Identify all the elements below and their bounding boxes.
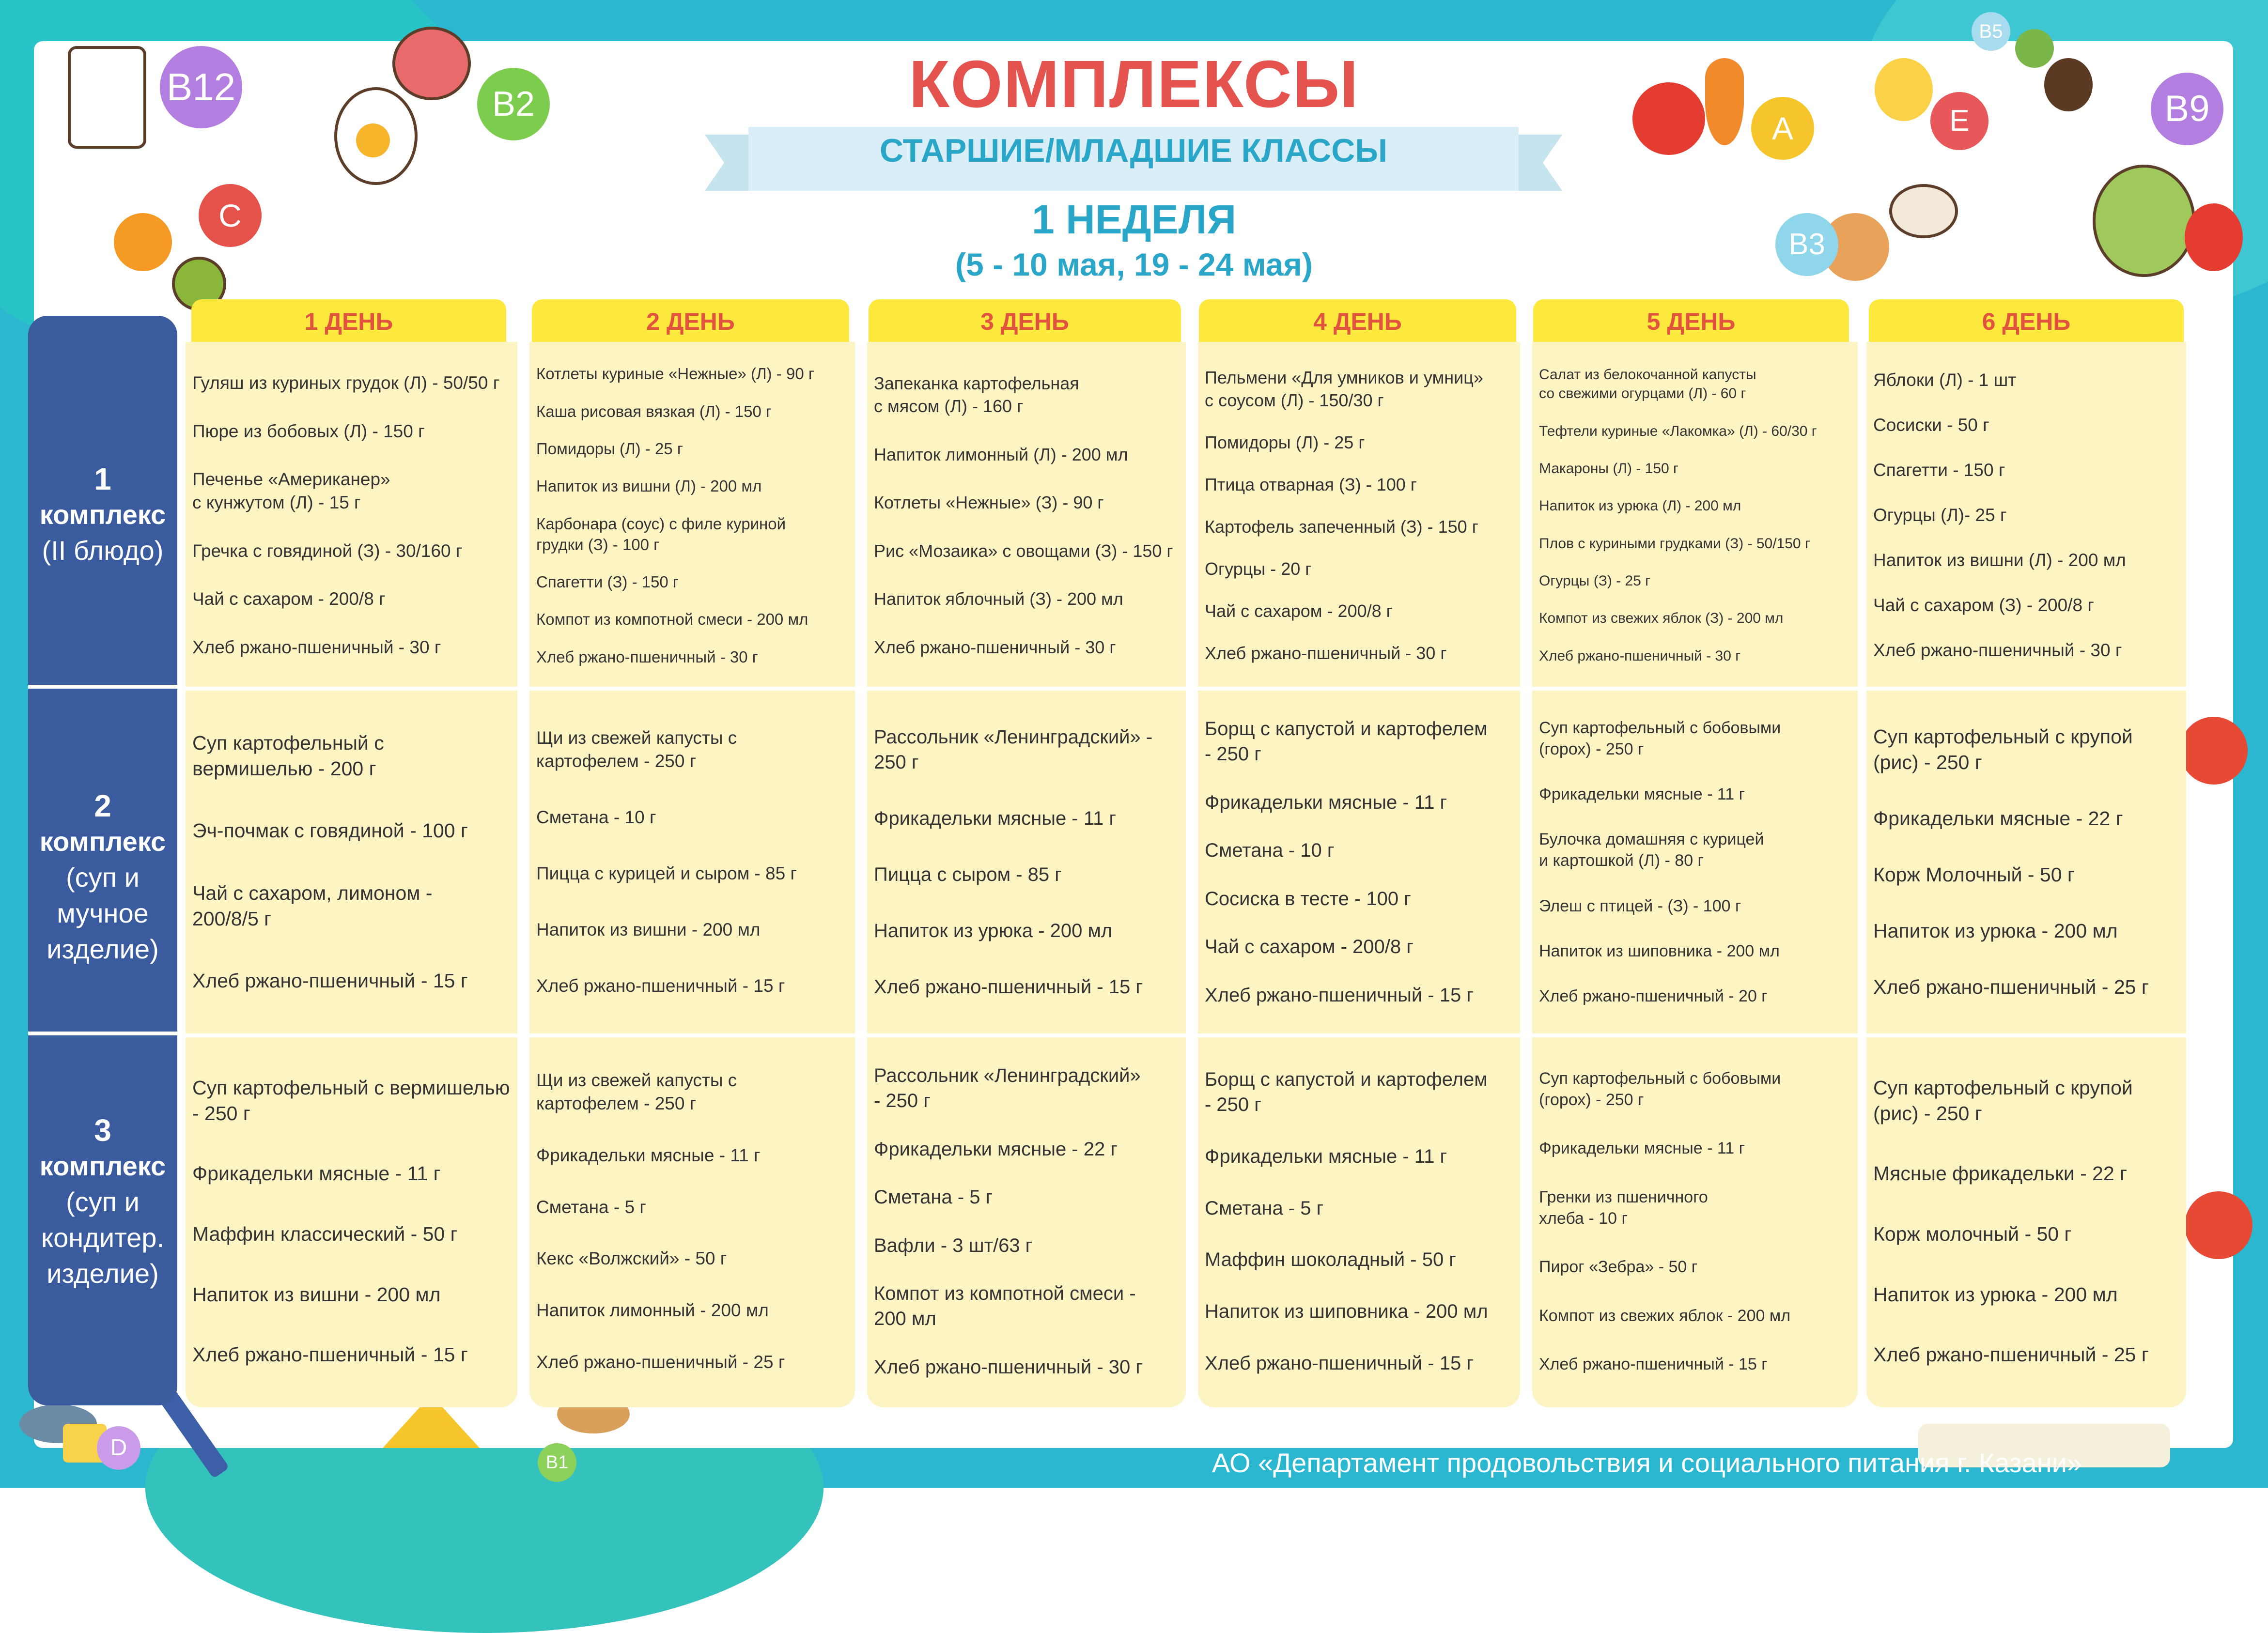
menu-item: Хлеб ржано-пшеничный - 15 г <box>192 970 468 992</box>
menu-item: Сметана - 5 г <box>1205 1197 1324 1219</box>
menu-item: Котлеты куриные «Нежные» (Л) - 90 г <box>536 365 814 383</box>
menu-item: Хлеб ржано-пшеничный - 15 г <box>1205 1353 1474 1374</box>
menu-cell <box>867 693 1186 1031</box>
menu-item: Фрикадельки мясные - 11 г <box>874 808 1117 829</box>
menu-item: Огурцы (З) - 25 г <box>1539 572 1651 589</box>
menu-item: Чай с сахаром, лимоном - 200/8/5 г <box>192 881 433 930</box>
menu-item: Фрикадельки мясные - 11 г <box>1539 785 1745 804</box>
egg-yolk-icon <box>356 123 390 157</box>
menu-item: Напиток из шиповника - 200 мл <box>1205 1301 1488 1323</box>
row-divider <box>867 1033 1186 1037</box>
menu-item: Рассольник «Ленинградский» - 250 г <box>874 1065 1141 1112</box>
menu-item: Пирог «Зебра» - 50 г <box>1539 1258 1698 1277</box>
vitamin-b3: B3 <box>1775 213 1838 276</box>
menu-item: Гуляш из куриных грудок (Л) - 50/50 г <box>192 373 500 393</box>
menu-item: Чай с сахаром - 200/8 г <box>192 589 386 609</box>
menu-item: Сметана - 5 г <box>874 1186 993 1208</box>
row-divider <box>529 687 855 691</box>
menu-item: Суп картофельный с крупой (рис) - 250 г <box>1873 1076 2133 1125</box>
menu-item: Булочка домашняя с курицей и картошкой (Л) - 80 г <box>1539 830 1764 870</box>
menu-item: Хлеб ржано-пшеничный - 25 г <box>1873 976 2149 998</box>
day-column <box>1532 342 1858 1407</box>
menu-item: Суп картофельный с вермишелью - 200 г <box>192 731 384 780</box>
complex-label-1: 1 комплекс (II блюдо) <box>39 462 166 566</box>
menu-item: Сметана - 5 г <box>536 1197 646 1217</box>
vitamin-b5: B5 <box>1972 12 2010 51</box>
menu-item: Огурцы - 20 г <box>1205 559 1312 579</box>
menu-cell <box>186 347 517 684</box>
menu-item: Пельмени «Для умников и умниц» с соусом (Л) - 150/30 г <box>1205 368 1483 410</box>
menu-item: Печенье «Американер» с кунжутом (Л) - 15 г <box>192 469 390 513</box>
page-title: КОМПЛЕКСЫ <box>909 47 1359 122</box>
menu-item: Напиток из вишни (Л) - 200 мл <box>1873 550 2126 570</box>
menu-item: Компот из свежих яблок - 200 мл <box>1539 1306 1791 1325</box>
menu-item: Каша рисовая вязкая (Л) - 150 г <box>536 402 772 420</box>
page-subtitle: СТАРШИЕ/МЛАДШИЕ КЛАССЫ <box>880 132 1387 169</box>
vitamin-a: A <box>1751 97 1814 160</box>
menu-cell <box>1198 693 1520 1031</box>
menu-item: Мясные фрикадельки - 22 г <box>1873 1162 2128 1185</box>
menu-item: Напиток из вишни - 200 мл <box>536 920 761 940</box>
menu-item: Щи из свежей капусты с картофелем - 250 г <box>536 1070 737 1113</box>
menu-item: Хлеб ржано-пшеничный - 15 г <box>1205 984 1474 1006</box>
menu-cell <box>1532 1040 1858 1402</box>
menu-item: Напиток лимонный - 200 мл <box>536 1300 769 1321</box>
menu-item: Сосиска в тесте - 100 г <box>1205 888 1411 909</box>
menu-item: Хлеб ржано-пшеничный - 15 г <box>536 976 785 996</box>
complex-sidebar <box>28 316 177 1405</box>
menu-item: Хлеб ржано-пшеничный - 30 г <box>874 1356 1143 1378</box>
menu-item: Фрикадельки мясные - 22 г <box>1873 807 2123 830</box>
menu-item: Фрикадельки мясные - 11 г <box>536 1145 761 1165</box>
menu-item: Корж Молочный - 50 г <box>1873 863 2075 886</box>
menu-item: Яблоки (Л) - 1 шт <box>1873 370 2017 390</box>
menu-item: Запеканка картофельная с мясом (Л) - 160 г <box>874 373 1079 416</box>
menu-item: Гренки из пшеничного хлеба - 10 г <box>1539 1187 1708 1228</box>
menu-item: Компот из компотной смеси - 200 мл <box>536 610 808 629</box>
menu-item: Хлеб ржано-пшеничный - 15 г <box>1539 1355 1768 1374</box>
menu-item: Суп картофельный с крупой (рис) - 250 г <box>1873 725 2133 773</box>
menu-item: Элеш с птицей - (З) - 100 г <box>1539 896 1741 915</box>
footer-organization: АО «Департамент продовольствия и социального питания г. Казани» <box>1212 1448 2082 1478</box>
sidebar-divider <box>28 685 177 689</box>
week-label: 1 НЕДЕЛЯ <box>1032 197 1236 242</box>
menu-item: Щи из свежей капусты с картофелем - 250 г <box>536 728 737 771</box>
menu-item: Помидоры (Л) - 25 г <box>536 439 683 458</box>
row-divider <box>529 1033 855 1037</box>
menu-item: Хлеб ржано-пшеничный - 30 г <box>1539 647 1741 664</box>
menu-item: Фрикадельки мясные - 22 г <box>874 1138 1118 1160</box>
apple-icon <box>2180 717 2248 785</box>
row-divider <box>1532 1033 1858 1037</box>
menu-cell <box>1866 693 2186 1031</box>
menu-item: Гречка с говядиной (З) - 30/160 г <box>192 540 463 561</box>
menu-item: Пюре из бобовых (Л) - 150 г <box>192 421 425 441</box>
menu-item: Хлеб ржано-пшеничный - 25 г <box>536 1352 785 1372</box>
menu-item: Напиток из урюка - 200 мл <box>1873 920 2118 942</box>
menu-item: Борщ с капустой и картофелем - 250 г <box>1205 1068 1488 1115</box>
menu-item: Напиток из вишни - 200 мл <box>192 1283 441 1306</box>
row-divider <box>186 1033 517 1037</box>
menu-item: Суп картофельный с вермишелью - 250 г <box>192 1076 510 1125</box>
row-divider <box>867 687 1186 691</box>
complex-label-2: 2 комплекс (суп и мучное изделие) <box>39 788 166 964</box>
menu-item: Спагетти (З) - 150 г <box>536 572 679 591</box>
day-column <box>867 342 1186 1407</box>
menu-item: Напиток из вишни (Л) - 200 мл <box>536 477 762 495</box>
menu-item: Хлеб ржано-пшеничный - 30 г <box>1205 643 1447 663</box>
menu-item: Напиток из урюка (Л) - 200 мл <box>1539 498 1741 514</box>
vitamin-e: E <box>1930 92 1988 150</box>
menu-item: Карбонара (соус) с филе куриной грудки (З) - 100 г <box>536 514 786 554</box>
menu-item: Кекс «Волжский» - 50 г <box>536 1248 727 1269</box>
menu-item: Эч-почмак с говядиной - 100 г <box>192 819 468 842</box>
menu-item: Тефтели куриные «Лакомка» (Л) - 60/30 г <box>1539 423 1817 439</box>
menu-item: Напиток яблочный (З) - 200 мл <box>874 589 1123 609</box>
menu-cell <box>1198 347 1520 684</box>
menu-item: Спагетти - 150 г <box>1873 460 2005 480</box>
vitamin-d: D <box>97 1426 140 1470</box>
day-column <box>529 342 855 1407</box>
menu-item: Огурцы (Л)- 25 г <box>1873 505 2007 525</box>
row-divider <box>1198 687 1520 691</box>
vitamin-c: C <box>199 184 262 247</box>
row-divider <box>1866 1033 2186 1037</box>
menu-item: Маффин классический - 50 г <box>192 1222 458 1245</box>
menu-item: Чай с сахаром (З) - 200/8 г <box>1873 595 2094 615</box>
menu-cell <box>867 1040 1186 1402</box>
apple-icon <box>2185 1191 2252 1259</box>
menu-item: Сметана - 10 г <box>1205 840 1335 862</box>
menu-cell <box>186 693 517 1031</box>
menu-item: Напиток лимонный (Л) - 200 мл <box>874 444 1128 464</box>
menu-item: Борщ с капустой и картофелем - 250 г <box>1205 718 1488 765</box>
menu-cell <box>529 693 855 1031</box>
complex-label-3: 3 комплекс (суп и кондитер. изделие) <box>39 1113 166 1289</box>
menu-item: Напиток из урюка - 200 мл <box>874 920 1113 941</box>
menu-item: Рис «Мозаика» с овощами (З) - 150 г <box>874 540 1173 561</box>
menu-item: Вафли - 3 шт/63 г <box>874 1234 1033 1256</box>
menu-item: Хлеб ржано-пшеничный - 30 г <box>1873 640 2122 660</box>
day-header: 3 ДЕНЬ <box>869 299 1181 344</box>
menu-cell <box>529 1040 855 1402</box>
menu-item: Картофель запеченный (З) - 150 г <box>1205 517 1478 537</box>
menu-item: Птица отварная (З) - 100 г <box>1205 475 1417 494</box>
menu-cell <box>1866 1040 2186 1402</box>
menu-item: Хлеб ржано-пшеничный - 30 г <box>192 637 441 657</box>
row-divider <box>1532 687 1858 691</box>
sidebar-divider <box>28 1032 177 1035</box>
menu-cell <box>1532 347 1858 684</box>
menu-item: Хлеб ржано-пшеничный - 15 г <box>874 976 1143 998</box>
day-header: 5 ДЕНЬ <box>1533 299 1849 344</box>
menu-item: Фрикадельки мясные - 11 г <box>1205 1145 1447 1167</box>
menu-item: Хлеб ржано-пшеничный - 20 г <box>1539 986 1768 1005</box>
menu-item: Помидоры (Л) - 25 г <box>1205 432 1365 452</box>
menu-item: Сосиски - 50 г <box>1873 415 1989 435</box>
row-divider <box>1866 687 2186 691</box>
menu-item: Хлеб ржано-пшеничный - 25 г <box>1873 1343 2149 1366</box>
menu-item: Фрикадельки мясные - 11 г <box>1205 791 1447 813</box>
menu-item: Хлеб ржано-пшеничный - 30 г <box>536 647 758 666</box>
menu-item: Хлеб ржано-пшеничный - 15 г <box>192 1343 468 1366</box>
menu-item: Фрикадельки мясные - 11 г <box>192 1162 441 1185</box>
vitamin-b1: B1 <box>538 1443 576 1482</box>
menu-item: Чай с сахаром - 200/8 г <box>1205 601 1393 621</box>
menu-item: Котлеты «Нежные» (З) - 90 г <box>874 493 1104 513</box>
day-header: 4 ДЕНЬ <box>1199 299 1516 344</box>
menu-item: Корж молочный - 50 г <box>1873 1222 2072 1245</box>
day-column <box>1866 342 2186 1407</box>
menu-item: Суп картофельный с бобовыми (горох) - 250 г <box>1539 1069 1781 1109</box>
day-header: 2 ДЕНЬ <box>532 299 849 344</box>
menu-item: Пицца с курицей и сыром - 85 г <box>536 863 797 883</box>
menu-item: Салат из белокочанной капусты со свежими огурцами (Л) - 60 г <box>1539 367 1756 402</box>
row-divider <box>1198 1033 1520 1037</box>
menu-cell <box>1198 1040 1520 1402</box>
date-range: (5 - 10 мая, 19 - 24 мая) <box>955 246 1313 282</box>
menu-item: Суп картофельный с бобовыми (горох) - 250 г <box>1539 719 1781 759</box>
menu-cell <box>186 1040 517 1402</box>
day-column <box>1198 342 1520 1407</box>
menu-item: Компот из свежих яблок (З) - 200 мл <box>1539 610 1784 627</box>
menu-item: Плов с куриными грудками (З) - 50/150 г <box>1539 535 1810 552</box>
row-divider <box>186 687 517 691</box>
vitamin-b12: B12 <box>160 46 242 128</box>
menu-item: Напиток из шиповника - 200 мл <box>1539 941 1780 960</box>
menu-item: Чай с сахаром - 200/8 г <box>1205 936 1414 958</box>
vitamin-b9: B9 <box>2151 73 2223 145</box>
menu-cell <box>867 347 1186 684</box>
menu-cell <box>1866 347 2186 684</box>
vitamin-b2: B2 <box>477 68 550 140</box>
day-column <box>186 342 517 1407</box>
menu-item: Компот из компотной смеси - 200 мл <box>874 1283 1136 1330</box>
menu-item: Хлеб ржано-пшеничный - 30 г <box>874 637 1116 657</box>
menu-cell <box>1532 693 1858 1031</box>
day-header: 6 ДЕНЬ <box>1869 299 2184 344</box>
menu-item: Макароны (Л) - 150 г <box>1539 460 1678 477</box>
menu-item: Рассольник «Ленинградский» - 250 г <box>874 726 1153 773</box>
day-header: 1 ДЕНЬ <box>191 299 506 344</box>
menu-item: Сметана - 10 г <box>536 807 656 827</box>
menu-item: Пицца с сыром - 85 г <box>874 864 1062 885</box>
menu-cell <box>529 347 855 684</box>
menu-item: Фрикадельки мясные - 11 г <box>1539 1139 1745 1158</box>
menu-item: Маффин шоколадный - 50 г <box>1205 1249 1456 1271</box>
menu-item: Напиток из урюка - 200 мл <box>1873 1283 2118 1306</box>
